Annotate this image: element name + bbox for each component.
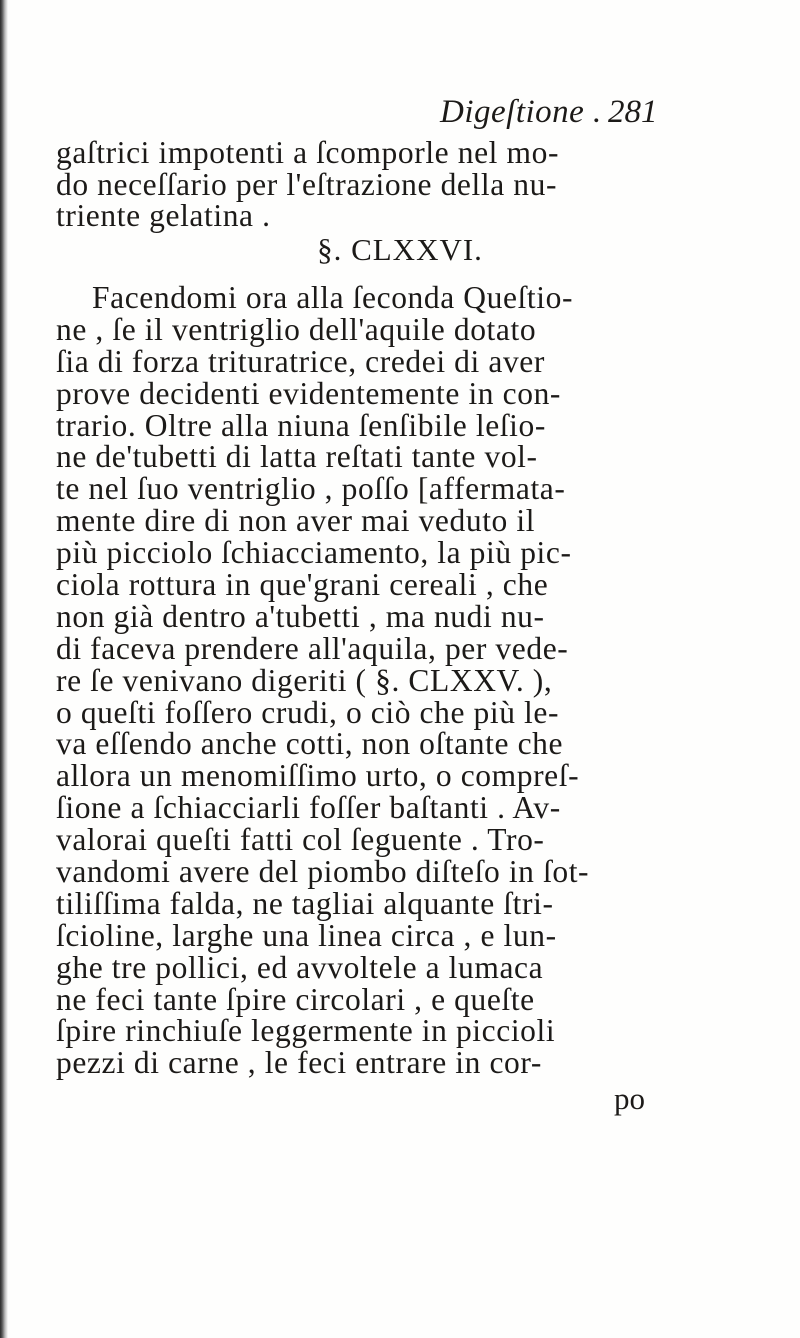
text-line: non già dentro a'tubetti , ma nudi nu-: [56, 598, 545, 634]
text-line: vandomi avere del piombo diſteſo in ſot-: [56, 854, 590, 890]
catchword: po: [614, 1081, 645, 1116]
text-line: gaſtrici impotenti a ſcomporle nel mo-: [56, 135, 560, 170]
text-line: ne feci tante ſpire circolari , e queſte: [56, 981, 535, 1017]
text-line: ciola rottura in que'grani cereali , che: [56, 567, 549, 603]
text-line: o queſti foſſero crudi, o ciò che più le-: [56, 694, 560, 730]
text-line: più picciolo ſchiacciamento, la più pic-: [56, 535, 572, 571]
text-line: te nel ſuo ventriglio , poſſo [affermata-: [56, 471, 566, 507]
text-line: pezzi di carne , le feci entrare in cor-: [56, 1045, 542, 1081]
text-line: triente gelatina .: [56, 198, 271, 234]
text-line: ne de'tubetti di latta reſtati tante vol-: [56, 439, 538, 475]
text-line: mente dire di non aver mai veduto il: [56, 503, 536, 539]
text-line: va eſſendo anche cotti, non oſtante che: [56, 726, 564, 762]
text-line: allora un menomiſſimo urto, o compreſ-: [56, 758, 580, 794]
binding-edge: [0, 0, 8, 1338]
running-head-title: Digeſtione .: [440, 94, 602, 130]
text-line: ſia di forza trituratrice, credei di aver: [56, 343, 545, 379]
body-paragraph: [56, 282, 768, 1079]
text-line: ghe tre pollici, ed avvoltele a lumaca: [56, 949, 544, 985]
text-line: tiliſſima falda, ne tagliai alquante ſtri-: [56, 885, 554, 921]
text-line: trario. Oltre alla niuna ſenſibile leſio-: [56, 407, 546, 443]
text-line: ſcioline, larghe una linea circa , e lun-: [56, 917, 557, 953]
page-number: 281: [608, 94, 658, 130]
text-line: prove decidenti evidentemente in con-: [56, 375, 562, 411]
text-line: do neceſſario per l'eſtrazione della nu-: [56, 166, 558, 202]
text-line: ſpire rinchiuſe leggermente in piccioli: [56, 1013, 556, 1049]
continued-paragraph: [56, 137, 768, 232]
text-line: ſione a ſchiacciarli foſſer baſtanti . Av-: [56, 790, 561, 826]
text-line: valorai queſti fatti col ſeguente . Tro-: [56, 822, 545, 858]
text-line: ne , ſe il ventriglio dell'aquile dotato: [56, 311, 537, 347]
text-line: re ſe venivano digeriti ( §. CLXXV. ),: [56, 662, 553, 698]
text-line: Facendomi ora alla ſeconda Queſtio-: [92, 280, 574, 315]
text-line: di faceva prendere all'aquila, per vede-: [56, 630, 569, 666]
section-heading: §. CLXXVI.: [317, 232, 483, 267]
